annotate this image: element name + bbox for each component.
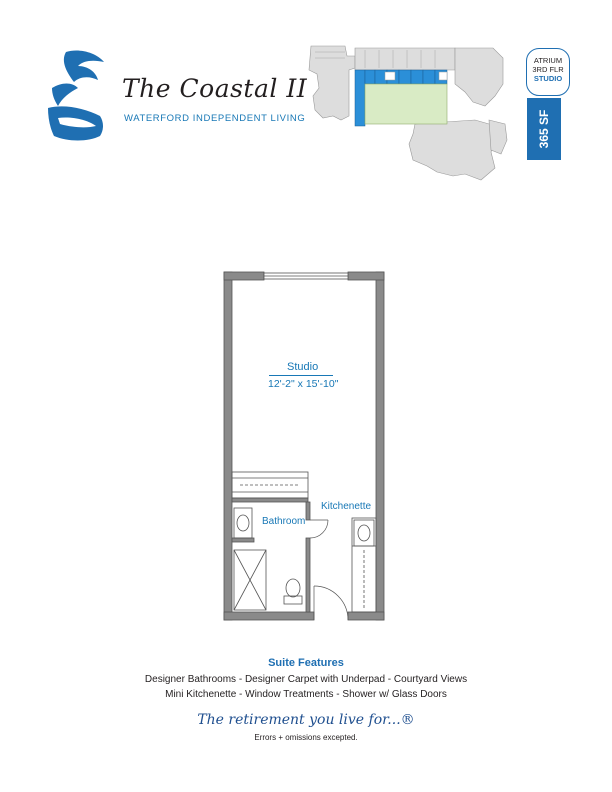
west-wall	[224, 272, 232, 620]
badge-atrium: ATRIUM	[533, 56, 563, 65]
suite-features-heading: Suite Features	[268, 657, 344, 669]
tagline: The retirement you live for...®	[197, 712, 415, 728]
floor-plan-drawing	[210, 268, 392, 630]
brand-logo-icon	[48, 48, 108, 144]
site-plan-map	[305, 44, 525, 192]
studio-dimensions: 12'-2" x 15'-10"	[268, 378, 339, 390]
badge-floor: 3RD FLR	[532, 65, 564, 74]
features-line-2: Mini Kitchenette - Window Treatments - Shower w/ Glass Doors	[165, 689, 447, 700]
badge-unit-type: STUDIO	[533, 74, 563, 83]
disclaimer: Errors + omissions excepted.	[254, 733, 358, 742]
bathroom-label: Bathroom	[262, 516, 306, 527]
brand-subtitle: WATERFORD INDEPENDENT LIVING	[124, 113, 306, 124]
studio-label-underline	[269, 375, 333, 376]
studio-room-label: Studio	[287, 361, 319, 373]
brand-title: The Coastal II	[122, 74, 308, 103]
features-line-1: Designer Bathrooms - Designer Carpet with Underpad - Courtyard Views	[144, 674, 468, 685]
area-label: 365 SF	[537, 109, 551, 149]
kitchenette-label: Kitchenette	[321, 501, 372, 512]
east-wall	[376, 272, 384, 620]
